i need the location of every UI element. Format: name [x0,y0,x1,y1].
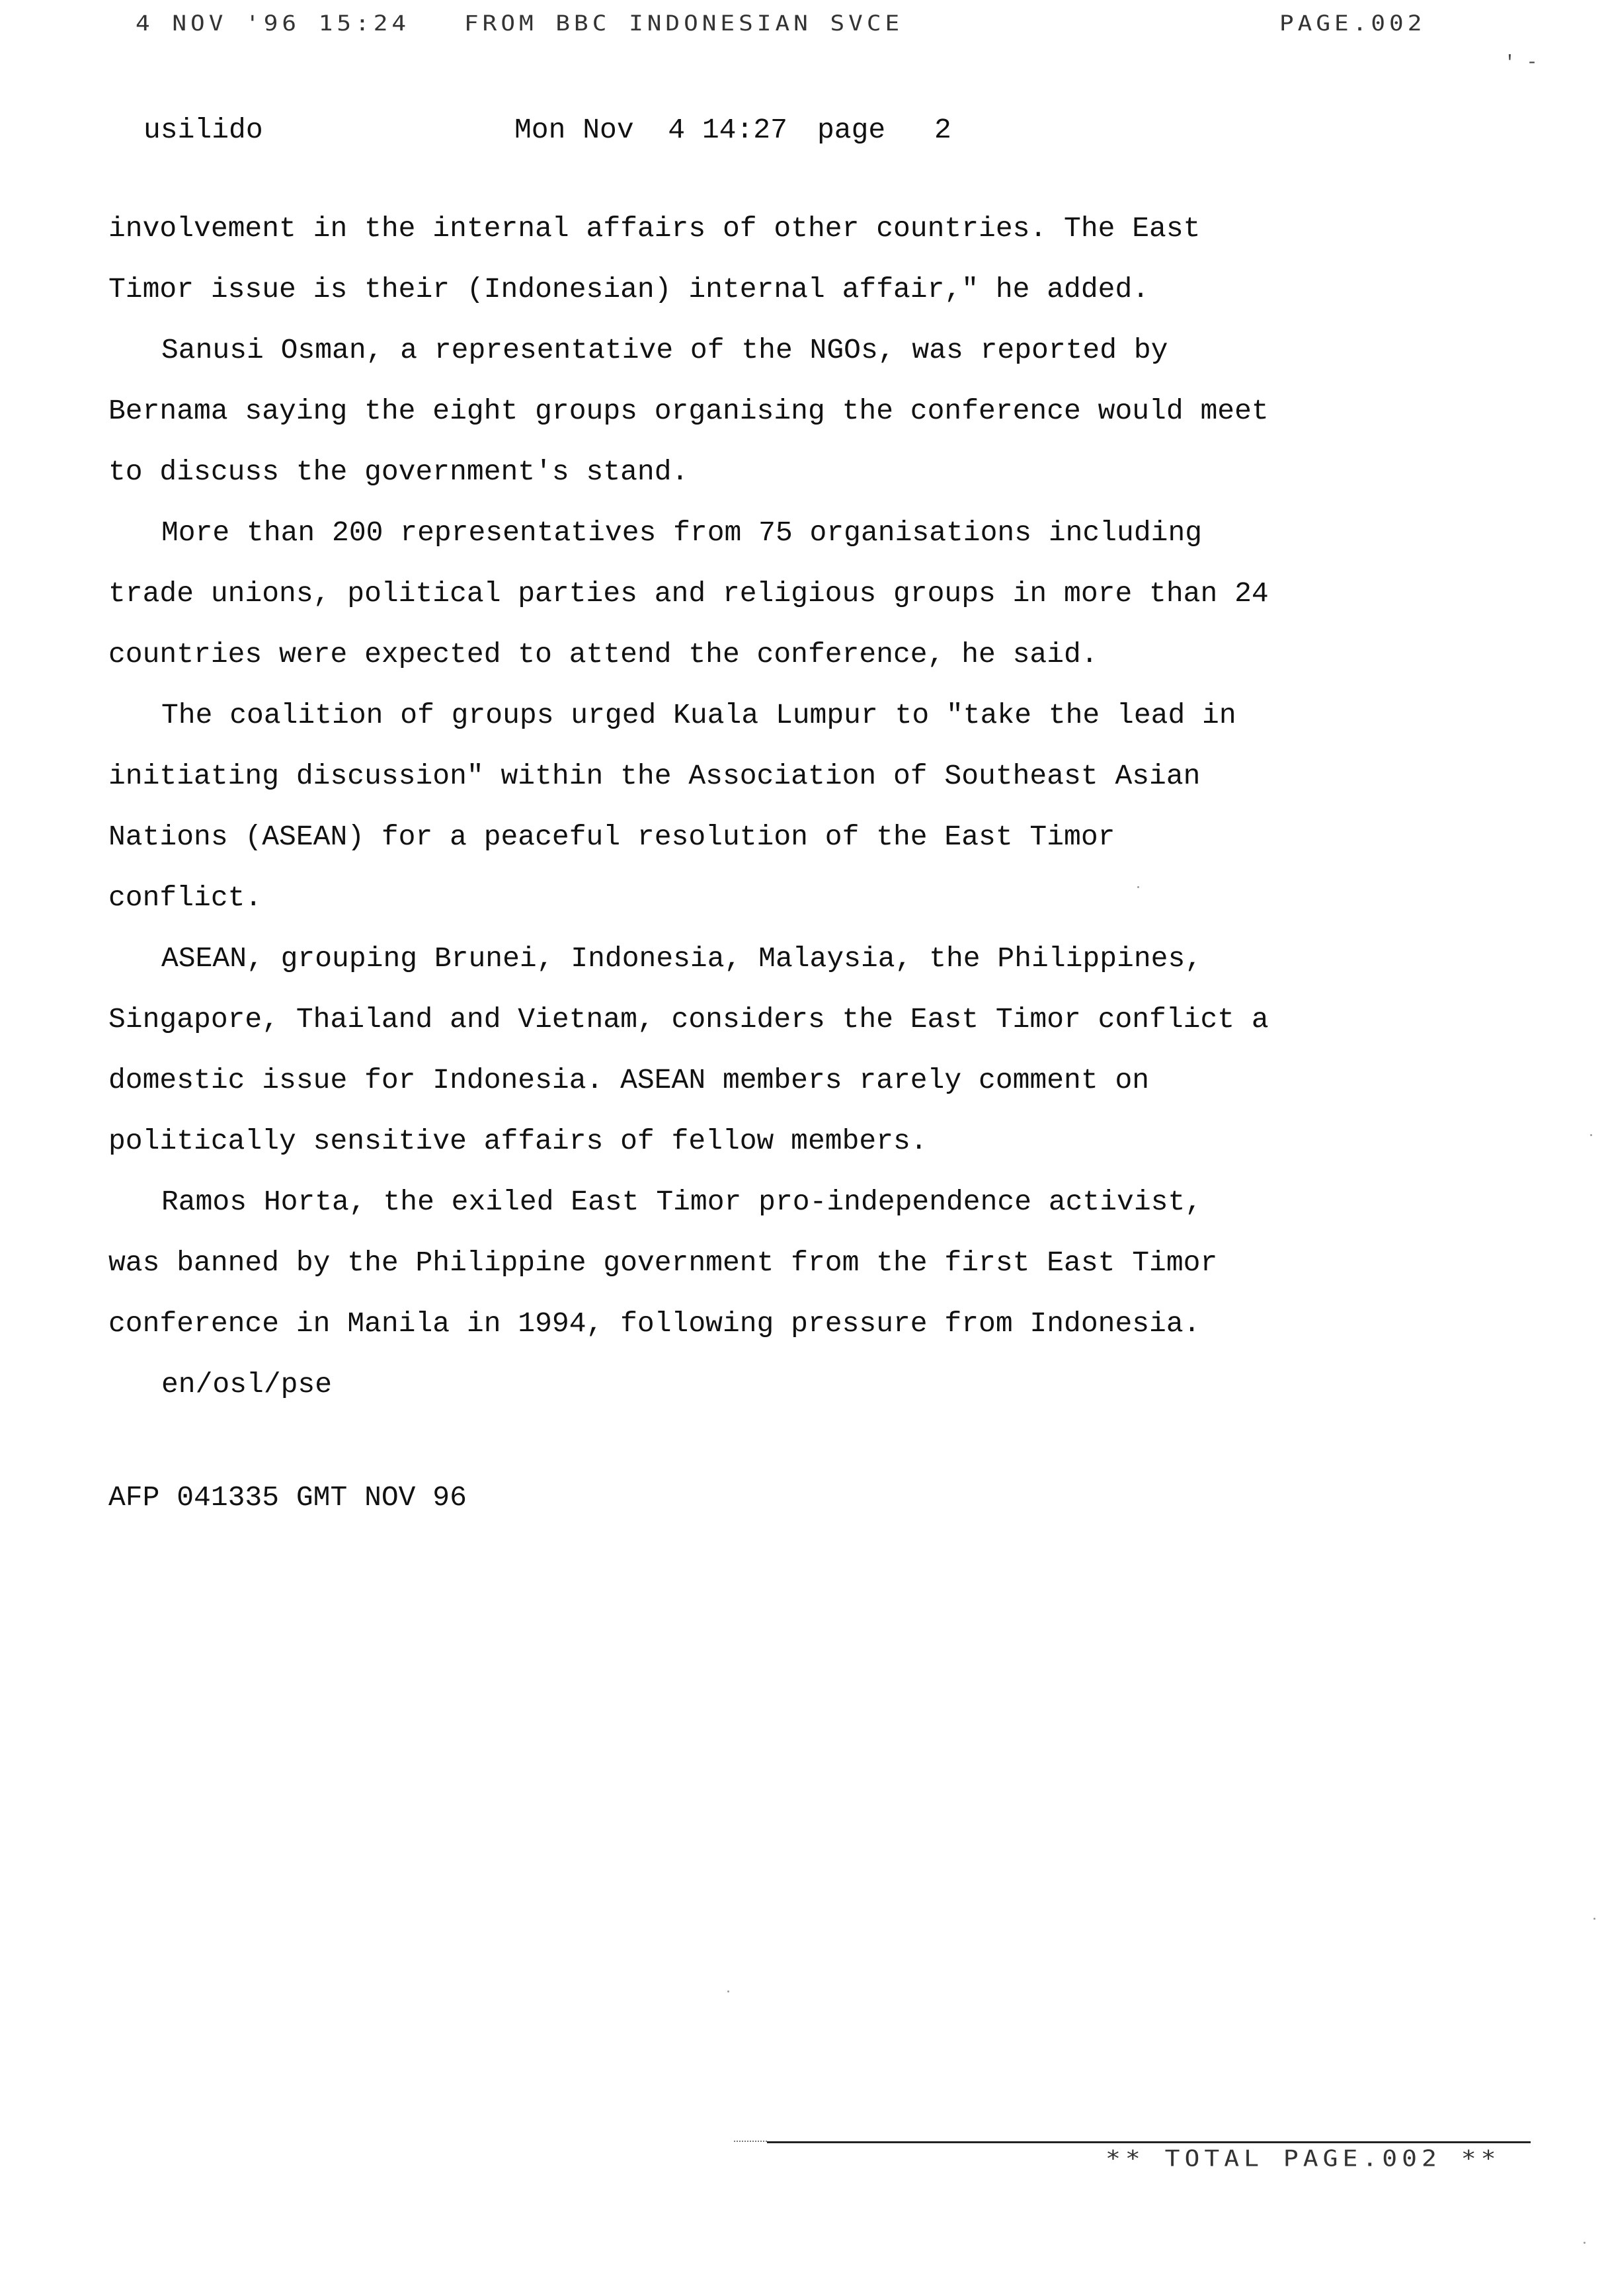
body-line: Bernama saying the eight groups organising the conference would meet [108,395,1269,427]
slug-date: Mon Nov 4 14:27 [514,114,787,146]
wire-service-tag: AFP 041335 GMT NOV 96 [108,1481,467,1514]
body-line: en/osl/pse [161,1368,333,1401]
total-pages-footer: ** TOTAL PAGE.002 ** [1106,2145,1501,2172]
body-line: politically sensitive affairs of fellow members. [108,1125,928,1157]
body-line: Singapore, Thailand and Vietnam, considers the East Timor conflict a [108,1003,1269,1036]
scan-speck [1590,1134,1592,1136]
body-line: More than 200 representatives from 75 organisations including [161,516,1203,549]
fax-page-number: PAGE.002 [1279,11,1426,36]
body-line: involvement in the internal affairs of other countries. The East [108,212,1201,245]
body-line: was banned by the Philippine government from the first East Timor [108,1247,1218,1279]
slug-name: usilido [143,114,263,146]
body-line: conflict. [108,882,262,914]
body-line: initiating discussion" within the Association of Southeast Asian [108,760,1201,792]
body-line: to discuss the government's stand. [108,456,689,488]
fax-transmission-header [0,11,1608,47]
document-slug-line [0,114,1608,153]
body-line: trade unions, political parties and religious groups in more than 24 [108,577,1269,610]
scan-speck [1137,886,1139,888]
scan-speck [1584,2242,1586,2244]
body-line: The coalition of groups urged Kuala Lumpur to "take the lead in [161,699,1236,731]
body-line: Nations (ASEAN) for a peaceful resolution of the East Timor [108,821,1115,853]
body-line: ASEAN, grouping Brunei, Indonesia, Malaysia, the Philippines, [161,942,1203,975]
slug-page-number: 2 [934,114,951,146]
body-line: domestic issue for Indonesia. ASEAN members rarely comment on [108,1064,1150,1096]
fax-date-time: 4 NOV '96 15:24 [136,11,411,36]
body-line: Ramos Horta, the exiled East Timor pro-independence activist, [161,1186,1203,1218]
body-line: conference in Manila in 1994, following pressure from Indonesia. [108,1307,1201,1340]
body-line: Sanusi Osman, a representative of the NGOs, was reported by [161,334,1168,366]
scan-speck [727,1990,729,1992]
footer-rule [767,2141,1531,2143]
fax-sender: FROM BBC INDONESIAN SVCE [464,11,904,36]
article-body [108,198,1299,1415]
body-line: countries were expected to attend the conference, he said. [108,638,1098,671]
footer-rule-dotted [734,2141,767,2142]
scan-speck [1593,1918,1595,1920]
slug-page-label: page [817,114,886,146]
body-line: Timor issue is their (Indonesian) internal affair," he added. [108,273,1150,306]
corner-mark: ' - [1504,53,1538,73]
